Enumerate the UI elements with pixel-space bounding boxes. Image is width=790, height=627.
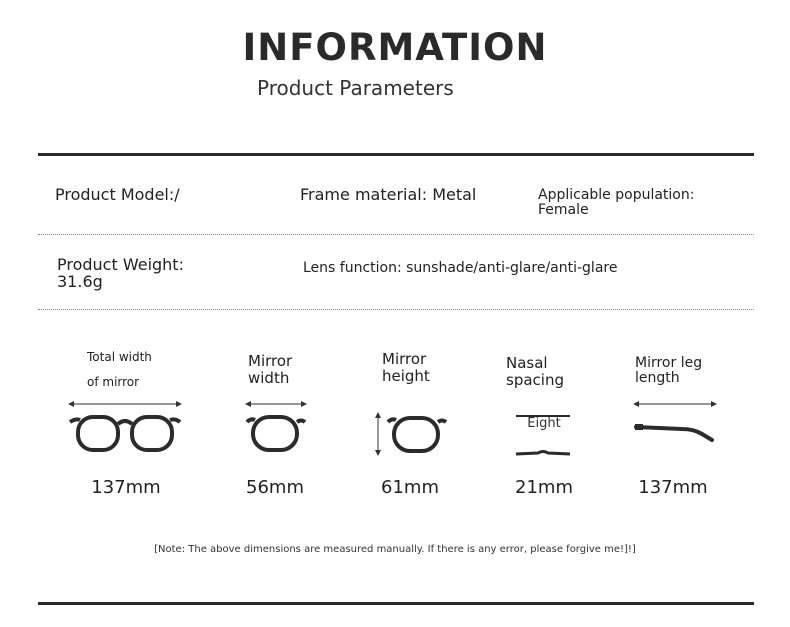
applicable-population-label: Applicable population: bbox=[538, 187, 695, 203]
dimension-value-mirror-leg-length: 137mm bbox=[638, 477, 708, 498]
product-model: Product Model:/ bbox=[55, 185, 180, 204]
glasses-front-icon bbox=[66, 396, 186, 456]
dimension-label-mirror-height: Mirror height bbox=[382, 350, 430, 385]
lens-height-icon bbox=[372, 410, 450, 458]
product-weight-value: 31.6g bbox=[57, 272, 103, 291]
top-divider bbox=[38, 153, 754, 156]
dimension-value-mirror-height: 61mm bbox=[381, 477, 439, 498]
dimension-value-total-width: 137mm bbox=[91, 477, 161, 498]
dimension-label-mirror-width: Mirror width bbox=[248, 352, 293, 387]
frame-material: Frame material: Metal bbox=[300, 185, 477, 204]
temple-arm-icon bbox=[632, 396, 720, 448]
dimension-value-mirror-width: 56mm bbox=[246, 477, 304, 498]
dimension-value-nasal-spacing: 21mm bbox=[515, 477, 573, 498]
product-weight bbox=[57, 256, 184, 290]
dimension-label-nasal-spacing: Nasal spacing bbox=[506, 354, 564, 389]
page-subtitle: Product Parameters bbox=[257, 76, 454, 100]
lens-width-icon bbox=[245, 396, 309, 456]
dimension-label-total-width: Total width of mirror bbox=[87, 350, 152, 389]
row-divider-1 bbox=[38, 234, 754, 235]
page-title: INFORMATION bbox=[242, 26, 548, 69]
nasal-spacing-inner-label: Eight bbox=[527, 416, 561, 431]
dimension-label-mirror-leg-length: Mirror leg length bbox=[635, 355, 703, 386]
bottom-divider bbox=[38, 602, 754, 605]
applicable-population bbox=[538, 188, 694, 218]
measurement-note: [Note: The above dimensions are measured manually. If there is any error, please forgive me!]!] bbox=[154, 544, 636, 555]
product-weight-label: Product Weight: bbox=[57, 255, 184, 274]
row-divider-2 bbox=[38, 309, 754, 310]
applicable-population-value: Female bbox=[538, 202, 589, 218]
lens-function: Lens function: sunshade/anti-glare/anti-glare bbox=[303, 260, 618, 276]
